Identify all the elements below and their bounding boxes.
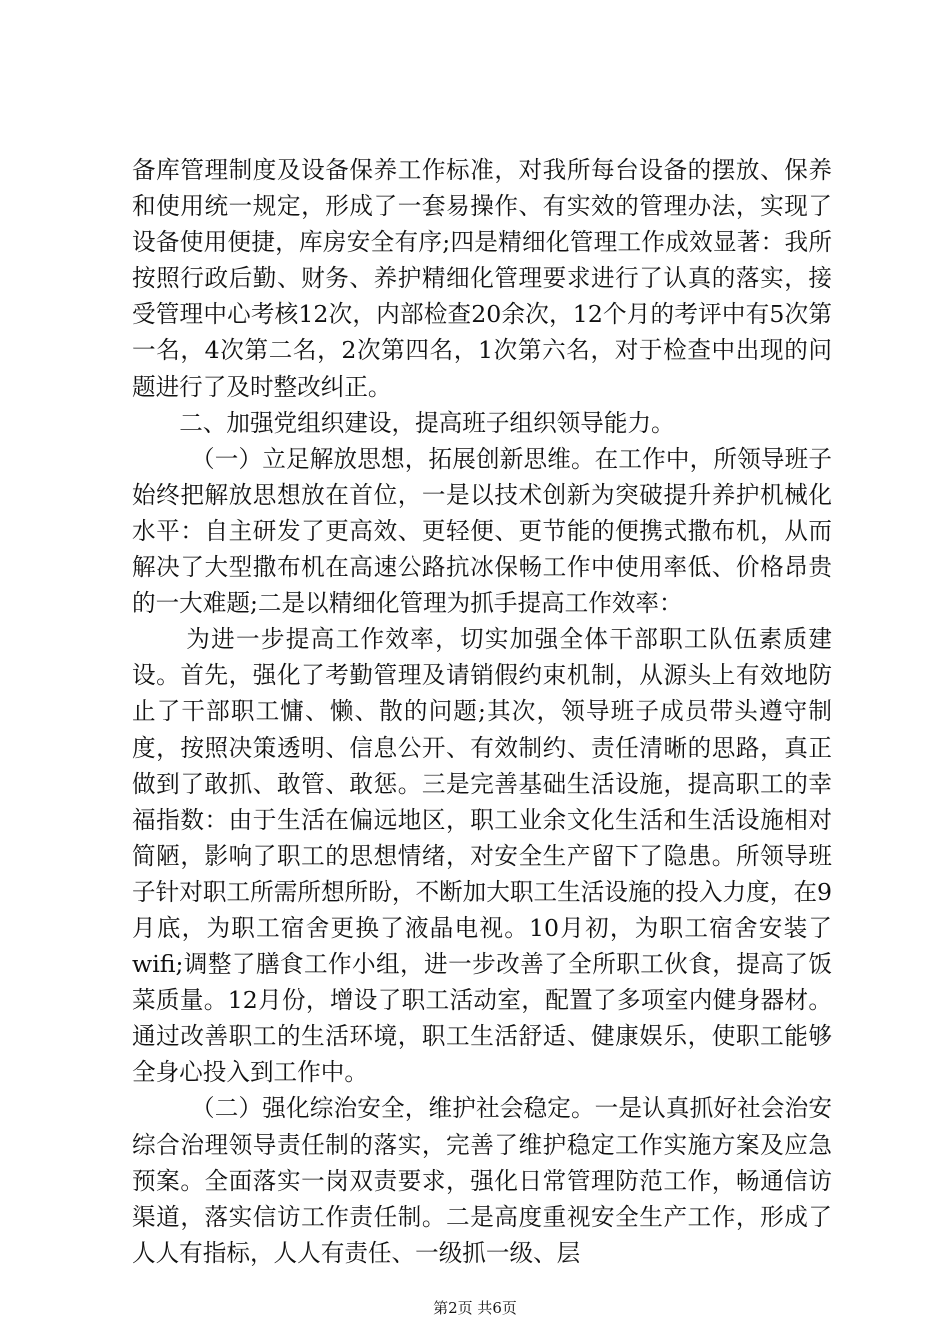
paragraph-work-efficiency: 为进一步提高工作效率，切实加强全体干部职工队伍素质建设。首先，强化了考勤管理及请销假约束机制，从源头上有效地防止了干部职工慵、懒、散的问题;其次，领导班子成员带头遵守制度，按照决策透明、信息公开、有效制约、责任清晰的思路，真正做到了敢抓、敢管、敢惩。三是完善基础生活设施，提高职工的幸福指数：由于生活在偏远地区，职工业余文化生活和生活设施相对简陋，影响了职工的思想情绪，对安全生产留下了隐患。所领导班子针对职工所需所想所盼，不断加大职工生活设施的投入力度，在9月底，为职工宿舍更换了液晶电视。10月初，为职工宿舍安装了wifi;调整了膳食工作小组，进一步改善了全所职工伙食，提高了饭菜质量。12月份，增设了职工活动室，配置了多项室内健身器材。通过改善职工的生活环境，职工生活舒适、健康娱乐，使职工能够全身心投入到工作中。	[132, 625, 832, 1087]
section-heading-party-building: 二、加强党组织建设，提高班子组织领导能力。	[179, 408, 675, 437]
paragraph-liberate-thinking: （一）立足解放思想，拓展创新思维。在工作中，所领导班子始终把解放思想放在首位，一是以技术创新为突破提升养护机械化水平：自主研发了更高效、更轻便、更节能的便携式撒布机，从而解决了大型撒布机在高速公路抗冰保畅工作中使用率低、价格昂贵的一大难题;二是以精细化管理为抓手提高工作效率：	[132, 444, 832, 618]
page-number-footer: 第2页 共6页	[433, 1299, 517, 1317]
paragraph-social-stability: （二）强化综治安全，维护社会稳定。一是认真抓好社会治安综合治理领导责任制的落实，完善了维护稳定工作实施方案及应急预案。全面落实一岗双责要求，强化日常管理防范工作，畅通信访渠道，落实信访工作责任制。二是高度重视安全生产工作，形成了人人有指标，人人有责任、一级抓一级、层	[132, 1094, 832, 1267]
paragraph-equipment-management: 备库管理制度及设备保养工作标准，对我所每台设备的摆放、保养和使用统一规定，形成了一套易操作、有实效的管理办法，实现了设备使用便捷，库房安全有序;四是精细化管理工作成效显著：我所按照行政后勤、财务、养护精细化管理要求进行了认真的落实，接受管理中心考核12次，内部检查20余次，12个月的考评中有5次第一名，4次第二名，2次第四名，1次第六名，对于检查中出现的问题进行了及时整改纠正。	[132, 156, 832, 401]
document-body	[132, 152, 832, 1271]
